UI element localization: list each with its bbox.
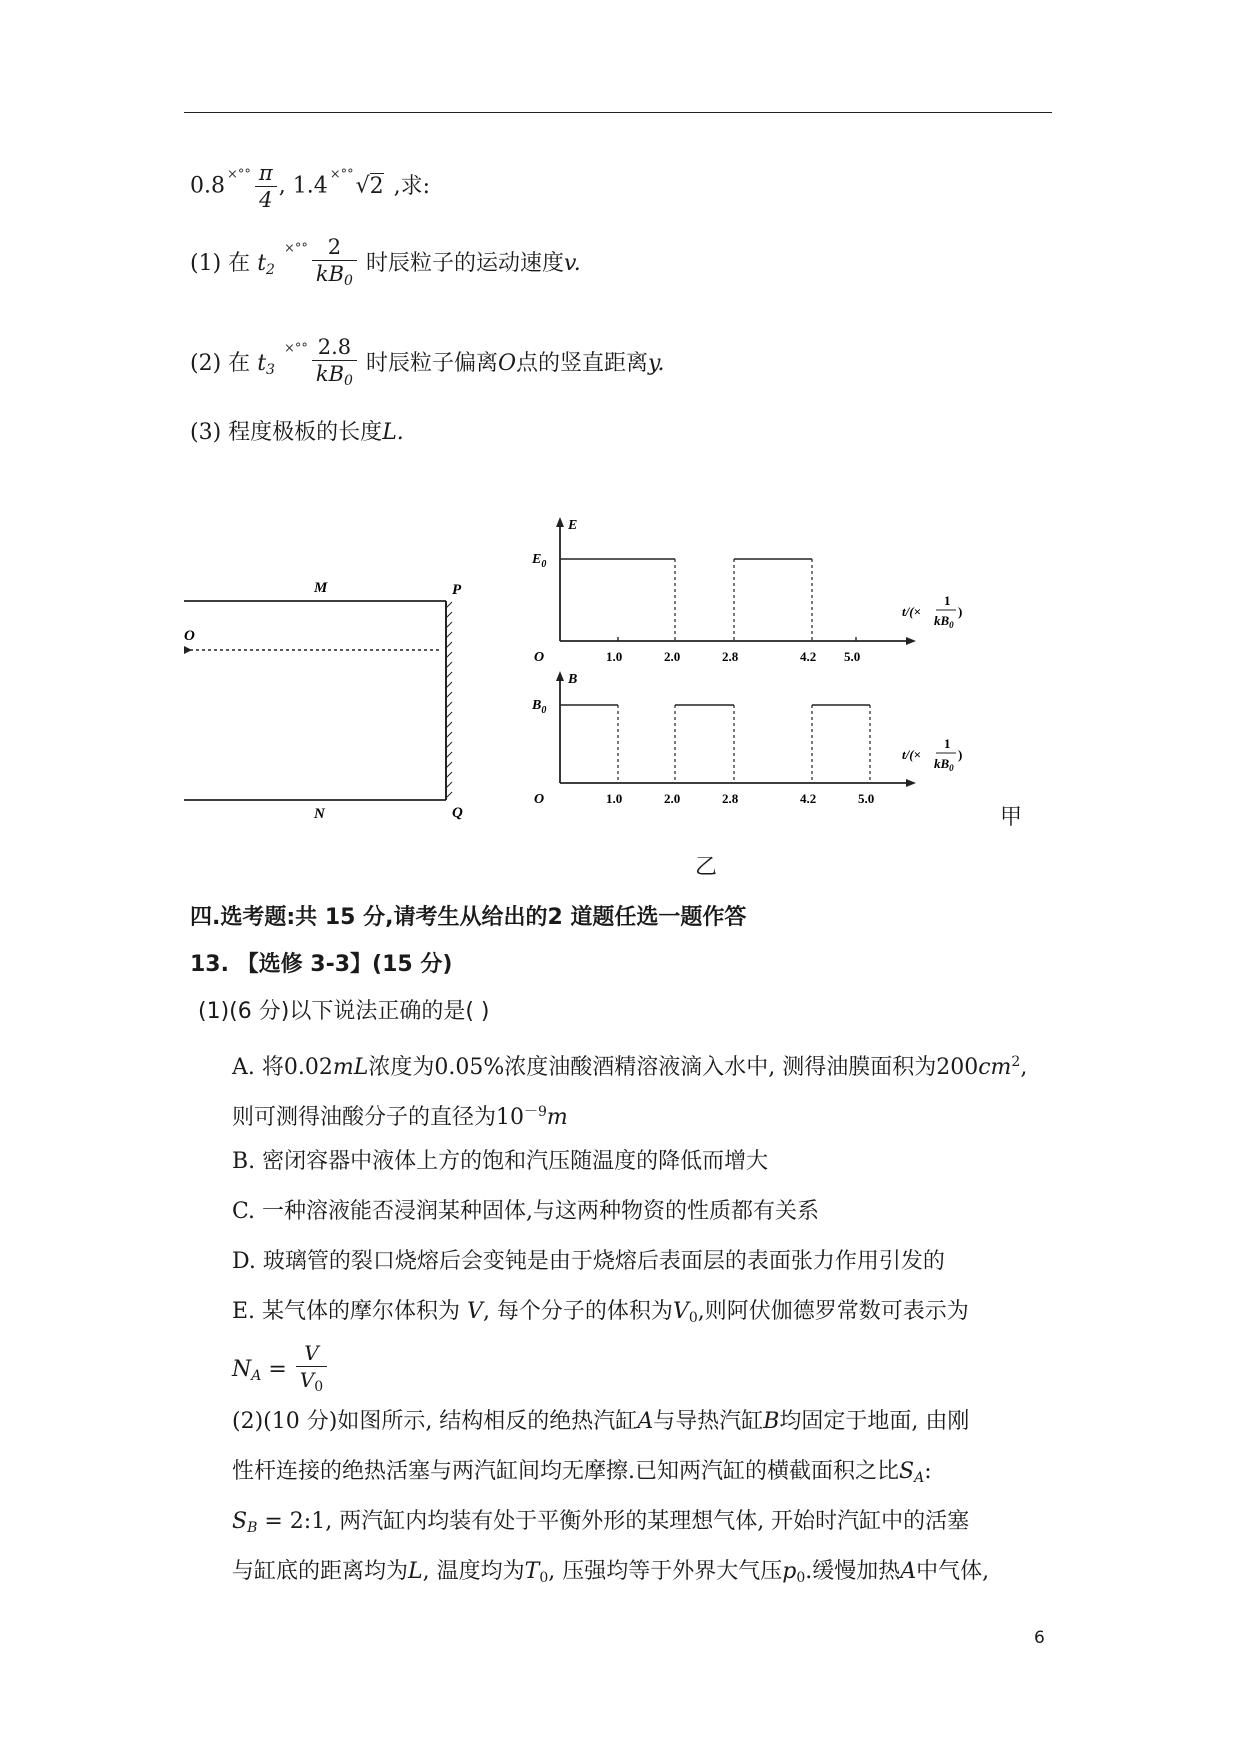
question-text: 时辰粒子的运动速度 [365,251,564,276]
part2-line2: 性杆连接的绝热活塞与两汽缸间均无摩擦.已知两汽缸的横截面积之比$S_A$: [232,1459,932,1486]
option-b: B. 密闭容器中液体上方的饱和汽压随温度的降低而增大 [232,1149,769,1174]
e-tick-label: 2.8 [722,649,739,664]
question-1 [190,234,581,294]
e-tick-label: 4.2 [800,649,817,664]
time-subscript: 3 [266,362,275,378]
time-subscript: 2 [266,262,275,278]
caption-jia: 甲 [1000,805,1023,830]
e-axis-arrow [556,517,564,527]
option-a-line2: 则可测得油酸分子的直径为$10^{-9}m$ [232,1104,568,1130]
question-number: (3) [190,420,222,445]
svg-text:1: 1 [944,736,951,751]
option-e-formula: $N_A$ = $\frac{V}{V_0}$ [232,1340,329,1400]
sqrt-symbol: √ [355,173,370,199]
svg-text:t/(×: t/(× [902,747,921,762]
symbol-glyph: ×°° [329,167,354,182]
field-graphs [530,515,1000,805]
svg-text:t/(×: t/(× [902,604,921,619]
svg-text:kB0: $kB_0$ [934,756,954,773]
t-unit-label-e [902,593,962,630]
frac-den-sub: 0 [344,273,353,289]
question-text: 在 [228,351,251,376]
b-tick-label: 2.8 [722,791,739,805]
t-axis-e-arrow [906,637,916,645]
frac-num: 2 [312,234,357,261]
svg-text:1: 1 [944,593,951,608]
given-value-2: , 1.4 [278,173,328,199]
svg-text:): ) [958,604,963,619]
e0-label: $E_0$ [532,552,547,570]
q13-title: 13. 【选修 3-3】(15 分) [190,952,453,977]
question-text: 点的竖直距离 [516,351,649,376]
frac-num: 2.8 [312,334,357,361]
question-number: (2) [190,351,222,376]
question-number: (1) [190,251,222,276]
origin-label-b: O [534,792,545,805]
ask-text: ,求: [393,173,431,199]
label-m: M [314,580,328,596]
label-q: Q [452,805,463,820]
time-fraction [312,334,357,394]
plates-figure [180,560,490,820]
answer-variable: L. [382,420,404,445]
b-tick-label: 1.0 [606,791,623,805]
e-axis-label: E [568,518,578,533]
question-text: 时辰粒子偏离 [365,351,498,376]
caption-yi: 乙 [695,855,718,880]
frac-num: π [255,160,277,187]
time-fraction [312,234,357,294]
option-d: D. 玻璃管的裂口烧熔后会变钝是由于烧熔后表面层的表面张力作用引发的 [232,1249,945,1274]
b-tick-label: 4.2 [800,791,817,805]
frac-den: 4 [259,188,273,212]
section-title: 四.选考题:共 15 分,请考生从给出的2 道题任选一题作答 [190,905,747,930]
svg-text:kB0: $kB_0$ [934,613,954,630]
question-2 [190,334,665,394]
b0-label: $B_0$ [532,698,547,716]
given-value-1: 0.8 [190,173,225,199]
option-c: C. 一种溶液能否浸润某种固体,与这两种物资的性质都有关系 [232,1199,820,1224]
t-unit-label-b [902,736,962,773]
arrow-icon [184,646,192,654]
origin-label-e: O [534,650,545,665]
symbol-glyph: ×°° [283,241,308,256]
question-text: 在 [228,251,251,276]
given-values-line [190,160,430,213]
label-n: N [314,806,325,820]
part2-line4: 与缸底的距离均为L, 温度均为$T_0$, 压强均等于外界大气压$p_0$.缓慢加热A中气体, [232,1559,990,1586]
part2-line3: $S_B$ = 2:1, 两汽缸内均装有处于平衡外形的某理想气体, 开始时汽缸中的活塞 [232,1509,970,1536]
option-a-line1: A. 将0.02mL浓度为0.05%浓度油酸酒精溶液滴入水中, 测得油膜面积为$200cm^2$, [232,1054,1028,1080]
label-o: O [184,628,195,644]
option-e-line1: E. 某气体的摩尔体积为 V, 每个分子的体积为$V_0$,则阿伏伽德罗常数可表示为 [232,1299,969,1326]
page-number: 6 [1034,1628,1045,1648]
frac-den-sub: 0 [344,373,353,389]
answer-variable: v. [563,251,581,276]
e-tick-label: 1.0 [606,649,623,664]
answer-variable: y. [648,351,665,376]
e-tick-label: 2.0 [664,649,681,664]
sqrt-value: 2 [369,173,384,199]
label-p: P [452,582,462,598]
b-axis-label: B [568,672,578,687]
part2-line1: (2)(10 分)如图所示, 结构相反的绝热汽缸A与导热汽缸B均固定于地面, 由刚 [232,1409,970,1434]
frac-den: kB [315,362,345,386]
question-3 [190,418,404,448]
question-text: 程度极板的长度 [228,420,383,445]
b-tick-label: 2.0 [664,791,681,805]
symbol-glyph: ×°° [283,341,308,356]
svg-text:): ) [958,747,963,762]
frac-den: kB [315,262,345,286]
time-variable: t [257,351,267,376]
b-tick-label: 5.0 [858,791,875,805]
e-tick-label: 5.0 [844,649,861,664]
t-axis-b-arrow [906,779,916,787]
time-variable: t [257,251,267,276]
b-axis-arrow [556,671,564,681]
symbol-glyph: ×°° [227,167,251,182]
part1-stem: (1)(6 分)以下说法正确的是( ) [198,999,490,1024]
pi-over-4-fraction [255,160,277,213]
point-o: O [497,351,517,376]
header-rule [184,112,1052,113]
